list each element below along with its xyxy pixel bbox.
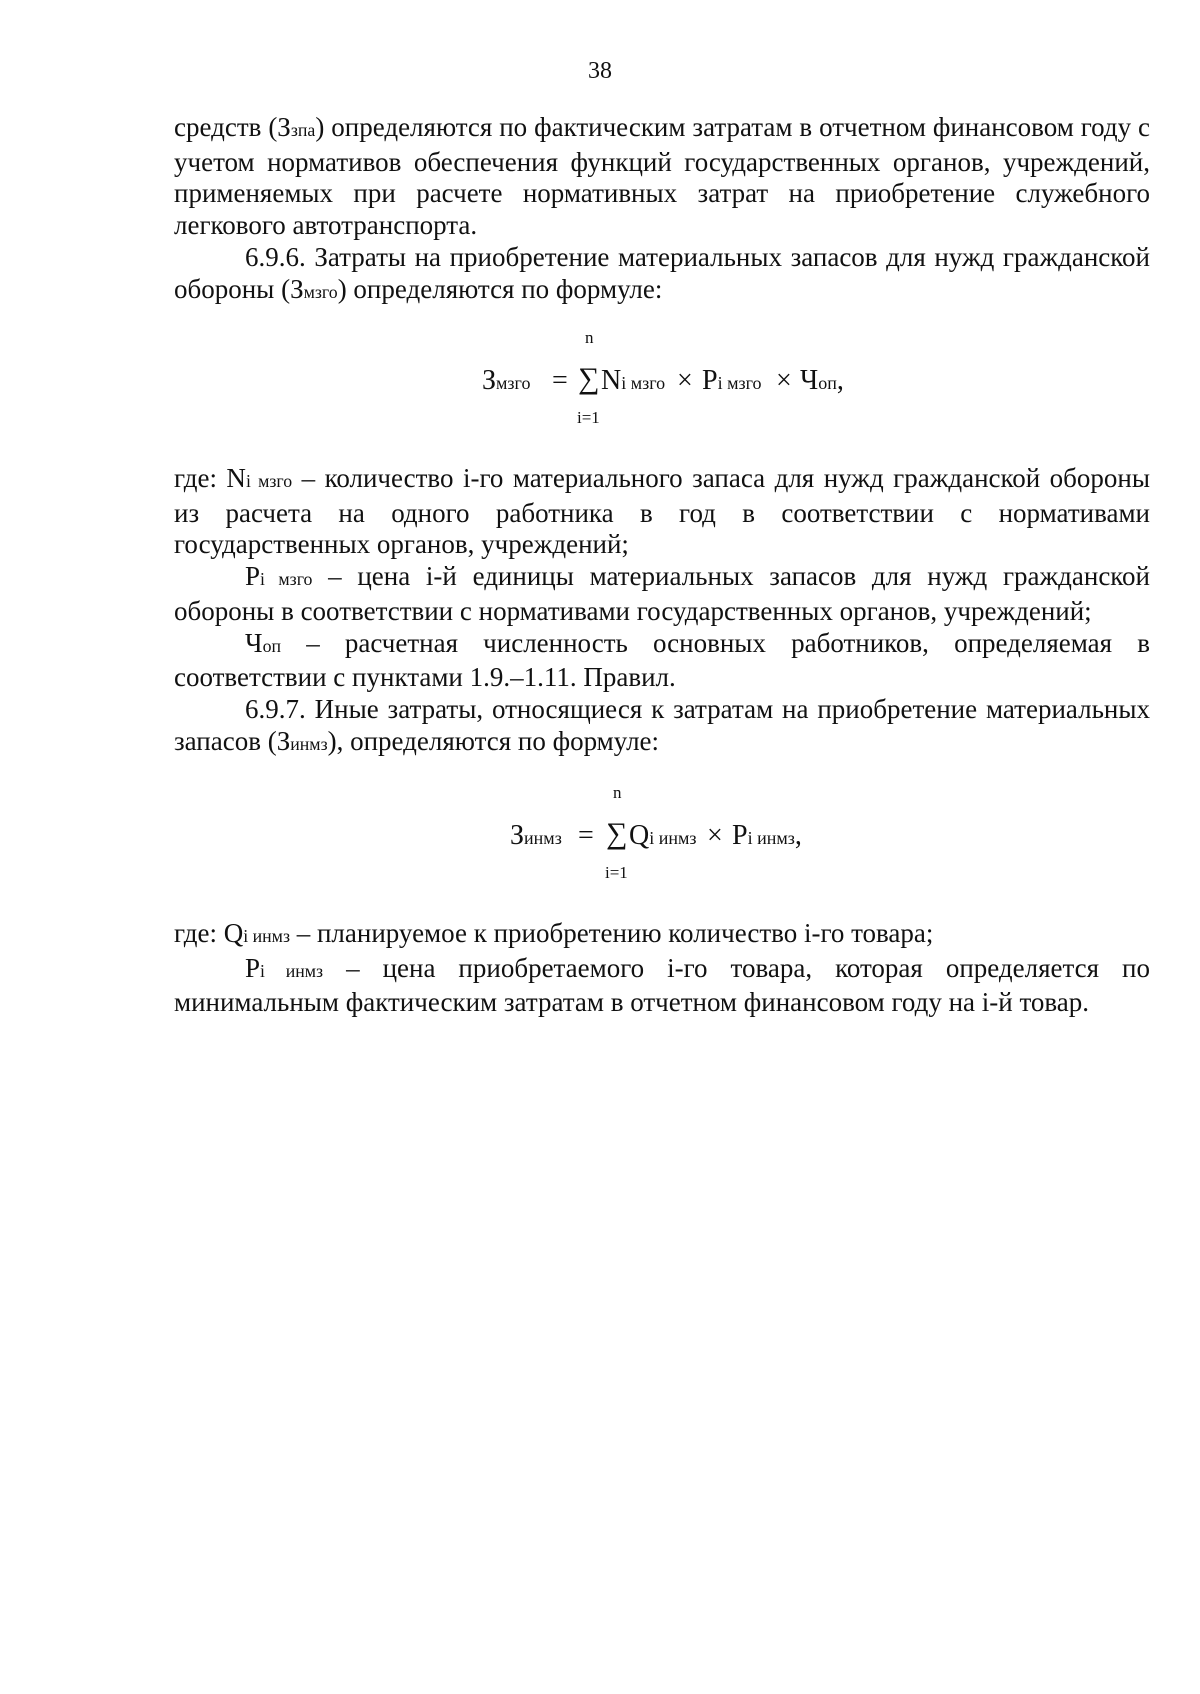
formula-mzgo	[482, 328, 902, 427]
formula-inmz-sigma: ∑	[606, 817, 628, 850]
paragraph-6-9-6: 6.9.6. Затраты на приобретение материальных запасов для нужд гражданской обороны (Змзго) определяются по формуле:	[174, 241, 1150, 304]
text-block-bottom	[174, 918, 1150, 1019]
paragraph-zpa: средств (Ззпа) определяются по фактическим затратам в отчетном финансовом году с учетом нормативов обеспечения функций государственных органов, учреждений, применяемых при расчете нормативных затрат на приобретение служебного легкового автотранспорта.	[174, 112, 1150, 241]
formula-mzgo-times-2: ×	[776, 365, 792, 396]
formula-inmz	[510, 783, 840, 882]
definition-n-mzgo: где: Ni мзго – количество i-го материального запаса для нужд гражданской обороны из расчета на одного работника в год в соответствии с нормативами государственных органов, учреждений;	[174, 463, 1151, 560]
definition-ch-op: Чоп – расчетная численность основных работников, определяемая в соответствии с пунктами 1.9.–1.11. Правил.	[174, 627, 1150, 693]
paragraph-6-9-7: 6.9.7. Иные затраты, относящиеся к затратам на приобретение материальных запасов (Зинмз), определяются по формуле:	[174, 693, 1150, 756]
formula-inmz-times: ×	[707, 820, 723, 851]
formula-mzgo-term-ch: Чоп,	[800, 365, 844, 396]
formula-inmz-lhs: Зинмз	[510, 820, 562, 851]
formula-inmz-upper-limit: n	[613, 783, 622, 802]
formula-mzgo-sigma: ∑	[578, 362, 600, 395]
formula-mzgo-lhs: Змзго	[482, 365, 531, 396]
definition-q-inmz: где: Qi инмз – планируемое к приобретению количество i-го товара;	[174, 918, 934, 948]
formula-mzgo-equals: =	[552, 365, 568, 396]
formula-inmz-term-p: Pi инмз,	[732, 820, 802, 851]
page-number: 38	[588, 58, 612, 84]
formula-mzgo-term-n: Ni мзго	[601, 365, 666, 396]
formula-inmz-term-q: Qi инмз	[629, 820, 697, 851]
formula-mzgo-times-1: ×	[677, 365, 693, 396]
definition-p-inmz: Pi инмз – цена приобретаемого i-го товара, которая определяется по минимальным фактическим затратам в отчетном финансовом году на i-й товар.	[174, 952, 1150, 1018]
definition-p-mzgo: Pi мзго – цена i-й единицы материальных запасов для нужд гражданской обороны в соответствии с нормативами государственных органов, учреждений;	[174, 561, 1151, 626]
text-block-top	[174, 112, 1150, 308]
formula-mzgo-upper-limit: n	[585, 328, 594, 347]
formula-inmz-lower-limit: i=1	[605, 863, 628, 882]
formula-mzgo-term-p: Pi мзго	[702, 365, 762, 396]
formula-mzgo-lower-limit: i=1	[577, 408, 600, 427]
text-block-middle	[174, 463, 1150, 760]
formula-inmz-equals: =	[578, 820, 594, 851]
